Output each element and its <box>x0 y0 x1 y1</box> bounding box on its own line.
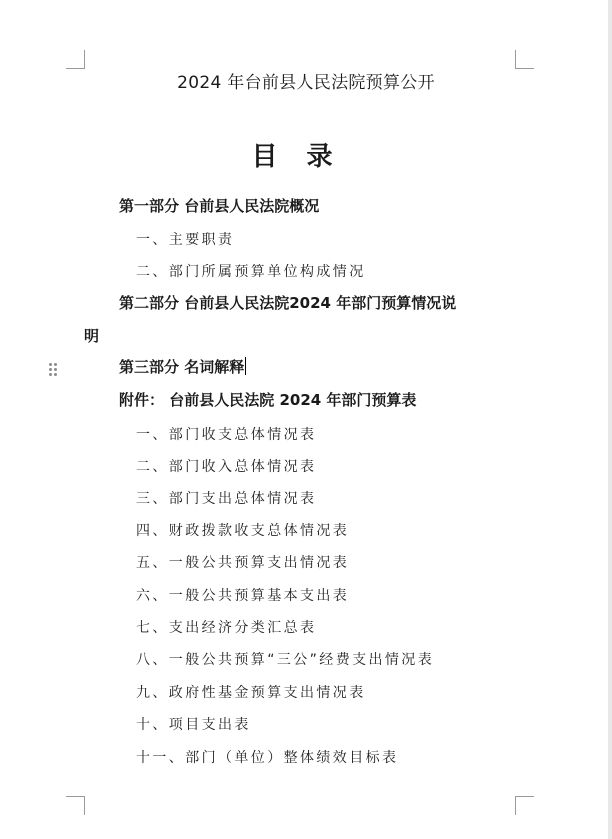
toc-heading: 目 录 <box>251 142 343 172</box>
toc-table-item[interactable]: 二、部门收入总体情况表 <box>136 459 317 475</box>
page-edge <box>608 0 612 839</box>
toc-table-item[interactable]: 一、部门收支总体情况表 <box>136 427 317 443</box>
toc-table-item[interactable]: 三、部门支出总体情况表 <box>136 491 317 507</box>
toc-table-item[interactable]: 八、一般公共预算“三公”经费支出情况表 <box>136 652 435 668</box>
text-cursor <box>245 357 246 375</box>
toc-part-2-continued[interactable]: 明 <box>84 327 100 345</box>
margin-corner-bottom-left <box>66 796 85 815</box>
toc-table-item[interactable]: 十一、部门（单位）整体绩效目标表 <box>136 750 399 766</box>
toc-part-1[interactable]: 第一部分 台前县人民法院概况 <box>119 197 320 215</box>
toc-attachment[interactable]: 附件： 台前县人民法院 2024 年部门预算表 <box>119 391 417 409</box>
margin-corner-bottom-right <box>515 796 534 815</box>
toc-item-budget-units[interactable]: 二、部门所属预算单位构成情况 <box>136 264 366 280</box>
toc-table-item[interactable]: 七、支出经济分类汇总表 <box>136 620 317 636</box>
toc-table-item[interactable]: 四、财政拨款收支总体情况表 <box>136 523 350 539</box>
document-title: 2024 年台前县人民法院预算公开 <box>177 73 435 93</box>
toc-item-main-duties[interactable]: 一、主要职责 <box>136 232 235 248</box>
toc-table-item[interactable]: 六、一般公共预算基本支出表 <box>136 588 350 604</box>
toc-table-item[interactable]: 五、一般公共预算支出情况表 <box>136 555 350 571</box>
toc-part-3[interactable] <box>119 356 246 377</box>
drag-handle-icon[interactable] <box>48 362 58 378</box>
toc-part-2[interactable]: 第二部分 台前县人民法院2024 年部门预算情况说 <box>119 294 457 312</box>
toc-table-item[interactable]: 九、政府性基金预算支出情况表 <box>136 685 366 701</box>
margin-corner-top-left <box>66 50 85 69</box>
margin-corner-top-right <box>515 50 534 69</box>
toc-part-3-label: 第三部分 名词解释 <box>119 358 245 376</box>
toc-table-item[interactable]: 十、项目支出表 <box>136 717 251 733</box>
